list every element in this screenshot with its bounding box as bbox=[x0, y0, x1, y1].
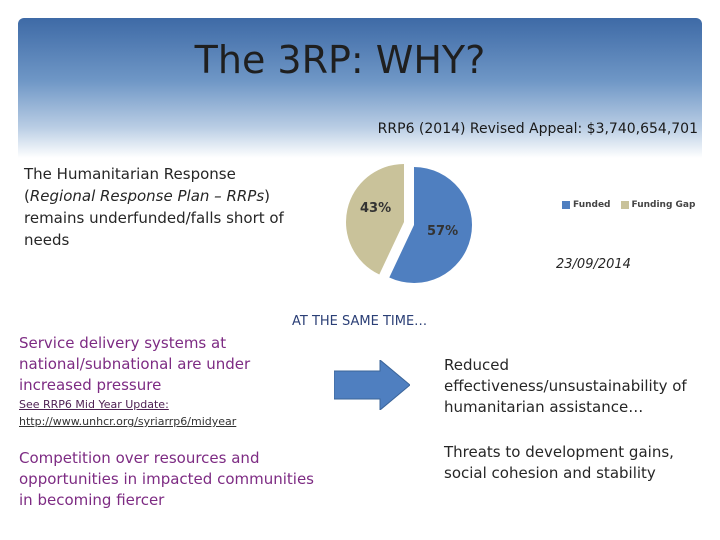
midyear-link-label[interactable]: See RRP6 Mid Year Update: bbox=[19, 398, 169, 411]
at-same-time-heading: AT THE SAME TIME… bbox=[292, 314, 428, 329]
legend-label-funded: Funded bbox=[573, 200, 611, 210]
pie-legend bbox=[562, 200, 695, 210]
legend-swatch-gap bbox=[621, 201, 629, 209]
legend-item-funded bbox=[562, 200, 611, 210]
service-delivery-text: Service delivery systems at national/subnational are under increased pressure bbox=[19, 334, 251, 394]
reduced-effectiveness-text: Reduced effectiveness/unsustainability of humanitarian assistance… bbox=[444, 356, 687, 416]
pie-label-funded: 57% bbox=[427, 224, 459, 239]
pie-slice-funding-gap bbox=[346, 164, 404, 274]
slide-title: The 3RP: WHY? bbox=[194, 38, 486, 82]
legend-item-gap bbox=[621, 200, 696, 210]
legend-label-gap: Funding Gap bbox=[631, 200, 696, 210]
pie-label-gap: 43% bbox=[360, 201, 392, 216]
midyear-link-url[interactable]: http://www.unhcr.org/syriarrp6/midyear bbox=[19, 415, 237, 428]
left-text-part1: The Humanitarian Response ( bbox=[24, 165, 236, 205]
legend-swatch-funded bbox=[562, 201, 570, 209]
funding-pie-chart bbox=[340, 160, 480, 290]
left-text-italic: Regional Response Plan – RRPs bbox=[29, 187, 265, 205]
appeal-text: RRP6 (2014) Revised Appeal: $3,740,654,701 bbox=[377, 121, 698, 137]
left-text-part2: ) remains underfunded/falls short of needs bbox=[24, 187, 284, 249]
competition-text: Competition over resources and opportunities in impacted communities in becoming fiercer bbox=[19, 449, 314, 509]
humanitarian-response-text bbox=[24, 163, 294, 251]
right-arrow-icon bbox=[334, 360, 410, 410]
threats-text: Threats to development gains, social cohesion and stability bbox=[444, 443, 674, 482]
date-text: 23/09/2014 bbox=[556, 257, 631, 272]
